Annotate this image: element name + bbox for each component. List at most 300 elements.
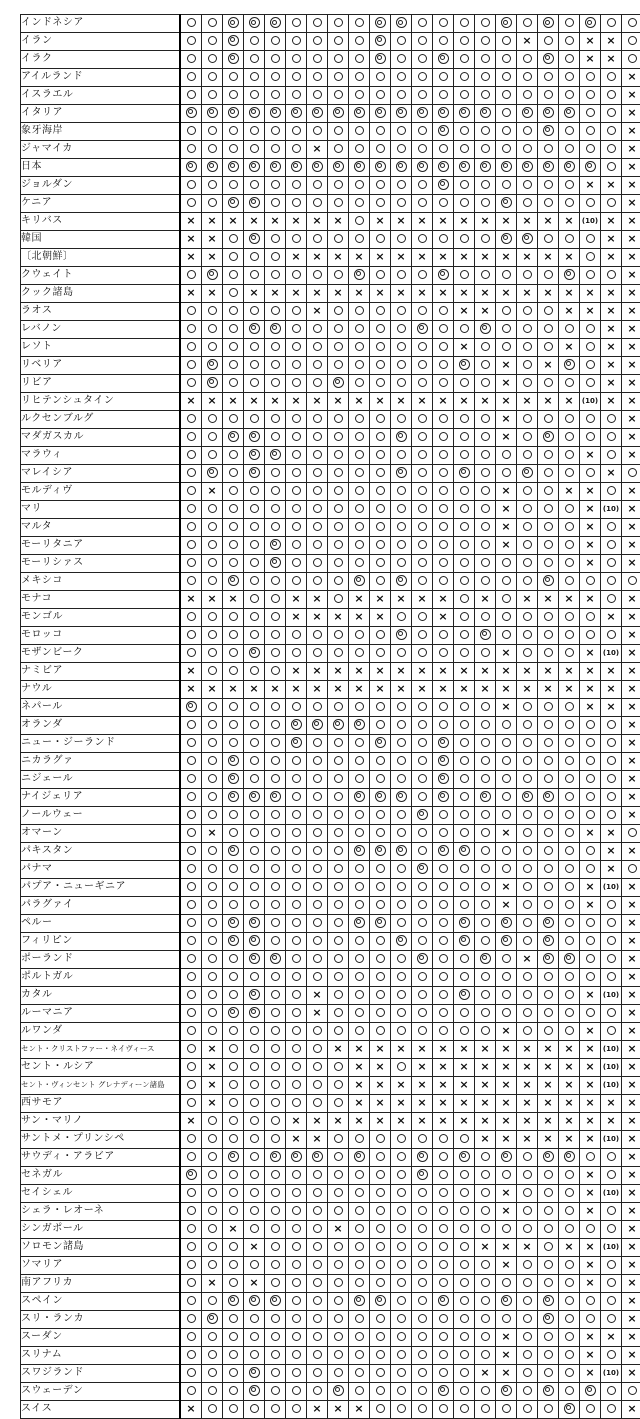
status-cell [307, 122, 328, 140]
status-cell [454, 140, 475, 158]
country-name: スワジランド [21, 1364, 181, 1382]
circle-mark-icon [439, 1368, 448, 1377]
status-cell [286, 194, 307, 212]
double-circle-mark-icon [228, 755, 239, 766]
status-cell [559, 968, 580, 986]
status-cell [349, 842, 370, 860]
double-circle-mark-icon [354, 719, 365, 730]
circle-mark-icon [229, 972, 238, 981]
status-cell [580, 50, 601, 68]
circle-mark-icon [292, 450, 301, 459]
circle-mark-icon [523, 702, 532, 711]
status-cell [307, 1076, 328, 1094]
country-name: ソマリア [21, 1256, 181, 1274]
status-cell [370, 86, 391, 104]
circle-mark-icon [502, 792, 511, 801]
cross-mark-icon: × [438, 286, 447, 299]
circle-mark-icon [481, 648, 490, 657]
circle-mark-icon [376, 630, 385, 639]
country-name: ニジェール [21, 770, 181, 788]
status-cell [475, 608, 496, 626]
circle-mark-icon [523, 864, 532, 873]
cross-mark-icon: × [606, 322, 615, 335]
cross-mark-icon: × [627, 736, 636, 749]
status-cell [180, 1328, 202, 1346]
status-cell [180, 1202, 202, 1220]
table-row [21, 248, 640, 266]
status-cell [580, 986, 601, 1004]
status-cell [601, 1220, 622, 1238]
double-circle-mark-icon [501, 161, 512, 172]
country-name: セネガル [21, 1166, 181, 1184]
status-cell [202, 824, 223, 842]
circle-mark-icon [523, 576, 532, 585]
cross-mark-icon: × [543, 358, 552, 371]
status-cell [328, 1202, 349, 1220]
status-cell [180, 1130, 202, 1148]
status-cell [433, 1184, 454, 1202]
circle-mark-icon [523, 540, 532, 549]
table-row [21, 680, 640, 698]
country-name: スペイン [21, 1292, 181, 1310]
circle-mark-icon [187, 90, 196, 99]
status-cell [559, 1094, 580, 1112]
cross-mark-icon: × [354, 610, 363, 623]
status-cell [180, 482, 202, 500]
double-circle-mark-icon [564, 1403, 575, 1414]
cross-mark-icon: × [312, 1006, 321, 1019]
status-cell [328, 896, 349, 914]
status-cell [412, 1040, 433, 1058]
circle-mark-icon [271, 594, 280, 603]
circle-mark-icon [418, 1224, 427, 1233]
status-cell [391, 104, 412, 122]
cross-mark-icon: × [627, 916, 636, 929]
country-name: モザンビーク [21, 644, 181, 662]
double-circle-mark-icon [501, 1295, 512, 1306]
circle-mark-icon [187, 1296, 196, 1305]
circle-mark-icon [397, 1350, 406, 1359]
status-cell [307, 104, 328, 122]
country-name: モーリシァス [21, 554, 181, 572]
status-cell [538, 1310, 559, 1328]
circle-mark-icon [586, 1008, 595, 1017]
circle-mark-icon [355, 450, 364, 459]
cross-mark-icon: × [291, 214, 300, 227]
circle-mark-icon [208, 990, 217, 999]
status-cell [517, 1292, 538, 1310]
status-cell [370, 572, 391, 590]
circle-mark-icon [418, 1278, 427, 1287]
status-cell [412, 500, 433, 518]
circle-mark-icon [481, 1404, 490, 1413]
status-cell [223, 15, 244, 33]
circle-mark-icon [250, 540, 259, 549]
status-cell [223, 1112, 244, 1130]
circle-mark-icon [208, 1224, 217, 1233]
circle-mark-icon [502, 54, 511, 63]
cross-mark-icon: × [585, 1276, 594, 1289]
status-cell [391, 1022, 412, 1040]
note-mark: (10) [603, 1243, 619, 1251]
circle-mark-icon [481, 486, 490, 495]
circle-mark-icon [313, 378, 322, 387]
status-cell [307, 500, 328, 518]
status-cell [433, 266, 454, 284]
status-cell [454, 1148, 475, 1166]
status-cell [202, 500, 223, 518]
status-cell [307, 824, 328, 842]
country-name: サントメ・プリンシペ [21, 1130, 181, 1148]
cross-mark-icon: × [501, 1348, 510, 1361]
status-cell [559, 1346, 580, 1364]
status-cell [286, 176, 307, 194]
status-cell [517, 1148, 538, 1166]
status-cell [223, 1148, 244, 1166]
cross-mark-icon: × [333, 664, 342, 677]
status-cell [622, 1328, 640, 1346]
status-cell [349, 878, 370, 896]
status-cell [307, 878, 328, 896]
status-cell [370, 1292, 391, 1310]
circle-mark-icon [397, 720, 406, 729]
circle-mark-icon [544, 504, 553, 513]
status-cell [454, 68, 475, 86]
cross-mark-icon: × [606, 610, 615, 623]
status-cell [454, 446, 475, 464]
circle-mark-icon [334, 90, 343, 99]
circle-mark-icon [208, 1116, 217, 1125]
cross-mark-icon: × [354, 592, 363, 605]
status-cell [286, 1346, 307, 1364]
status-cell [286, 284, 307, 302]
cross-mark-icon: × [522, 682, 531, 695]
status-cell [475, 1220, 496, 1238]
status-cell [349, 986, 370, 1004]
status-cell [454, 536, 475, 554]
circle-mark-icon [271, 1170, 280, 1179]
country-name: クック諸島 [21, 284, 181, 302]
status-cell [286, 788, 307, 806]
status-cell [517, 338, 538, 356]
circle-mark-icon [607, 1224, 616, 1233]
status-cell [622, 464, 640, 482]
status-cell [559, 914, 580, 932]
status-cell [391, 266, 412, 284]
circle-mark-icon [229, 468, 238, 477]
status-cell [286, 1004, 307, 1022]
status-cell [622, 1382, 640, 1400]
status-cell [286, 158, 307, 176]
status-cell [475, 338, 496, 356]
status-cell [601, 590, 622, 608]
circle-mark-icon [439, 702, 448, 711]
cross-mark-icon: × [480, 394, 489, 407]
status-cell [580, 356, 601, 374]
status-cell [496, 1400, 517, 1418]
circle-mark-icon [418, 738, 427, 747]
circle-mark-icon [439, 1278, 448, 1287]
status-cell [622, 1346, 640, 1364]
status-cell [517, 644, 538, 662]
circle-mark-icon [418, 144, 427, 153]
cross-mark-icon: × [627, 1366, 636, 1379]
status-cell [244, 302, 265, 320]
status-cell [349, 1040, 370, 1058]
circle-mark-icon [376, 810, 385, 819]
cross-mark-icon: × [417, 1042, 426, 1055]
cross-mark-icon: × [501, 898, 510, 911]
circle-mark-icon [250, 180, 259, 189]
cross-mark-icon: × [459, 286, 468, 299]
cross-mark-icon: × [627, 610, 636, 623]
status-cell [622, 230, 640, 248]
status-cell [265, 230, 286, 248]
status-cell [265, 482, 286, 500]
status-cell [538, 644, 559, 662]
status-cell [601, 824, 622, 842]
cross-mark-icon: × [375, 250, 384, 263]
double-circle-mark-icon [228, 773, 239, 784]
circle-mark-icon [229, 900, 238, 909]
circle-mark-icon [187, 936, 196, 945]
circle-mark-icon [544, 540, 553, 549]
status-cell [180, 788, 202, 806]
double-circle-mark-icon [228, 161, 239, 172]
status-cell [286, 680, 307, 698]
circle-mark-icon [607, 1386, 616, 1395]
double-circle-mark-icon [249, 1007, 260, 1018]
status-cell [580, 590, 601, 608]
circle-mark-icon [565, 504, 574, 513]
status-cell [370, 1184, 391, 1202]
circle-mark-icon [250, 1332, 259, 1341]
status-cell [349, 122, 370, 140]
circle-mark-icon [544, 1242, 553, 1251]
circle-mark-icon [565, 882, 574, 891]
status-cell [349, 1292, 370, 1310]
circle-mark-icon [481, 1260, 490, 1269]
status-cell [538, 518, 559, 536]
circle-mark-icon [334, 1368, 343, 1377]
status-cell [454, 1310, 475, 1328]
circle-mark-icon [586, 1314, 595, 1323]
circle-mark-icon [418, 630, 427, 639]
status-cell [244, 356, 265, 374]
cross-mark-icon: × [627, 196, 636, 209]
status-cell [328, 1400, 349, 1418]
status-cell [517, 1166, 538, 1184]
status-cell [559, 68, 580, 86]
table-row [21, 824, 640, 842]
status-cell [601, 1328, 622, 1346]
table-row [21, 1130, 640, 1148]
status-cell [349, 536, 370, 554]
cross-mark-icon: × [606, 682, 615, 695]
circle-mark-icon [523, 738, 532, 747]
cross-mark-icon: × [627, 502, 636, 515]
cross-mark-icon: × [627, 376, 636, 389]
status-cell [370, 1346, 391, 1364]
circle-mark-icon [376, 1242, 385, 1251]
note-mark: (10) [582, 217, 598, 225]
status-cell [180, 1112, 202, 1130]
status-cell [517, 104, 538, 122]
status-cell [559, 608, 580, 626]
double-circle-mark-icon [564, 953, 575, 964]
cross-mark-icon: × [501, 376, 510, 389]
circle-mark-icon [418, 792, 427, 801]
circle-mark-icon [229, 324, 238, 333]
country-name: イタリア [21, 104, 181, 122]
circle-mark-icon [271, 738, 280, 747]
cross-mark-icon: × [375, 592, 384, 605]
status-cell [517, 680, 538, 698]
status-cell [349, 1274, 370, 1292]
status-cell [454, 734, 475, 752]
country-name: ジョルダン [21, 176, 181, 194]
country-name: リビア [21, 374, 181, 392]
cross-mark-icon: × [501, 286, 510, 299]
cross-mark-icon: × [585, 1240, 594, 1253]
country-name: セント・クリストファー・ネイヴィース [21, 1040, 181, 1058]
status-cell [601, 734, 622, 752]
status-cell [391, 1400, 412, 1418]
status-cell [265, 1364, 286, 1382]
cross-mark-icon: × [627, 1168, 636, 1181]
circle-mark-icon [481, 36, 490, 45]
status-cell [475, 518, 496, 536]
circle-mark-icon [607, 432, 616, 441]
double-circle-mark-icon [249, 233, 260, 244]
status-cell [538, 1076, 559, 1094]
cross-mark-icon: × [291, 682, 300, 695]
cross-mark-icon: × [459, 664, 468, 677]
circle-mark-icon [460, 450, 469, 459]
status-cell [496, 284, 517, 302]
circle-mark-icon [439, 810, 448, 819]
status-cell [223, 1076, 244, 1094]
status-cell [349, 1022, 370, 1040]
circle-mark-icon [271, 972, 280, 981]
status-cell [559, 464, 580, 482]
circle-mark-icon [586, 414, 595, 423]
status-cell [370, 15, 391, 33]
circle-mark-icon [523, 1296, 532, 1305]
cross-mark-icon: × [627, 646, 636, 659]
status-cell [517, 1058, 538, 1076]
status-cell [412, 122, 433, 140]
double-circle-mark-icon [438, 791, 449, 802]
cross-mark-icon: × [585, 700, 594, 713]
double-circle-mark-icon [186, 107, 197, 118]
status-cell [180, 1040, 202, 1058]
status-cell [496, 230, 517, 248]
country-name: パラグァイ [21, 896, 181, 914]
double-circle-mark-icon [354, 917, 365, 928]
cross-mark-icon: × [627, 1060, 636, 1073]
status-cell [412, 15, 433, 33]
status-cell [538, 554, 559, 572]
cross-mark-icon: × [627, 70, 636, 83]
cross-mark-icon: × [249, 1276, 258, 1289]
status-cell [286, 410, 307, 428]
double-circle-mark-icon [375, 845, 386, 856]
status-cell [454, 680, 475, 698]
table-row [21, 176, 640, 194]
status-cell [180, 878, 202, 896]
status-cell [412, 680, 433, 698]
circle-mark-icon [355, 234, 364, 243]
status-cell [328, 788, 349, 806]
status-cell [475, 482, 496, 500]
status-cell [538, 104, 559, 122]
cross-mark-icon: × [627, 286, 636, 299]
status-cell [538, 464, 559, 482]
circle-mark-icon [187, 828, 196, 837]
circle-mark-icon [502, 144, 511, 153]
status-cell [328, 140, 349, 158]
status-cell [496, 86, 517, 104]
status-cell [223, 1364, 244, 1382]
circle-mark-icon [397, 198, 406, 207]
status-cell [328, 1058, 349, 1076]
status-cell [412, 752, 433, 770]
status-cell [475, 1076, 496, 1094]
status-cell [202, 1004, 223, 1022]
status-cell [265, 1076, 286, 1094]
circle-mark-icon [502, 990, 511, 999]
cross-mark-icon: × [543, 592, 552, 605]
status-cell [370, 1130, 391, 1148]
status-cell [601, 230, 622, 248]
status-cell [391, 482, 412, 500]
status-cell [244, 284, 265, 302]
double-circle-mark-icon [270, 323, 281, 334]
status-cell [559, 140, 580, 158]
circle-mark-icon [523, 414, 532, 423]
circle-mark-icon [187, 738, 196, 747]
status-cell [433, 15, 454, 33]
double-circle-mark-icon [228, 1151, 239, 1162]
status-cell [559, 320, 580, 338]
status-cell [454, 572, 475, 590]
table-row [21, 1022, 640, 1040]
status-cell [580, 554, 601, 572]
status-cell [180, 86, 202, 104]
circle-mark-icon [481, 558, 490, 567]
circle-mark-icon [460, 720, 469, 729]
status-cell [538, 338, 559, 356]
double-circle-mark-icon [249, 17, 260, 28]
circle-mark-icon [271, 54, 280, 63]
cross-mark-icon: × [606, 286, 615, 299]
circle-mark-icon [187, 450, 196, 459]
status-cell [475, 1346, 496, 1364]
circle-mark-icon [544, 486, 553, 495]
cross-mark-icon: × [438, 592, 447, 605]
circle-mark-icon [523, 1224, 532, 1233]
circle-mark-icon [229, 1350, 238, 1359]
status-cell [328, 284, 349, 302]
circle-mark-icon [208, 774, 217, 783]
circle-mark-icon [460, 1260, 469, 1269]
circle-mark-icon [523, 522, 532, 531]
circle-mark-icon [376, 1386, 385, 1395]
circle-mark-icon [418, 990, 427, 999]
status-cell [265, 788, 286, 806]
status-cell [412, 32, 433, 50]
